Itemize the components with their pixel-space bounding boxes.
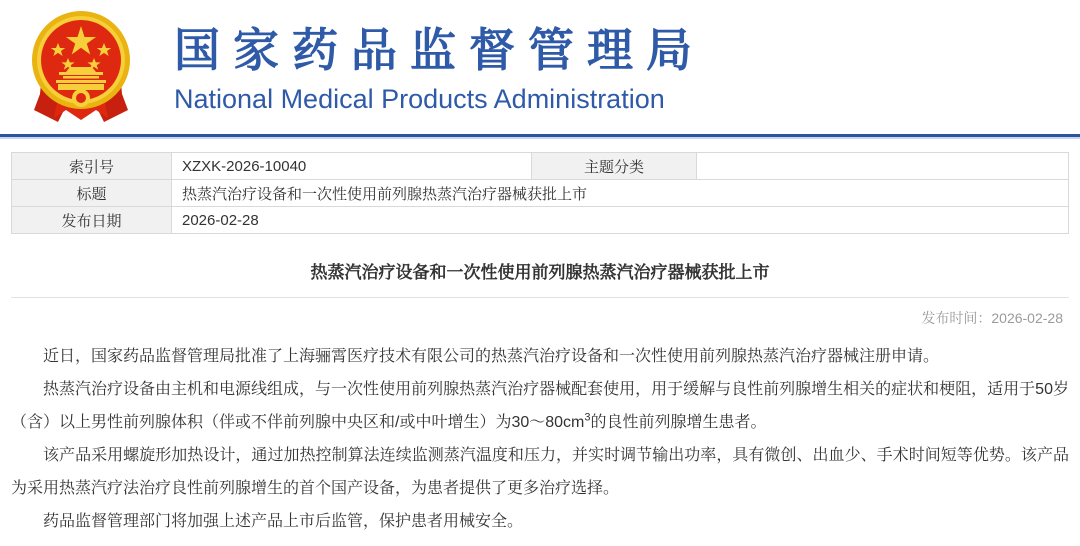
paragraph-device-description <box>11 373 1069 439</box>
meta-row-date <box>12 207 1069 234</box>
site-title-english: National Medical Products Administration <box>174 84 665 115</box>
meta-row-title <box>12 180 1069 207</box>
publish-date-label: 发布日期 <box>12 207 172 234</box>
site-title-chinese: 国家药品监督管理局 <box>174 23 705 76</box>
paragraph-product-features: 该产品采用螺旋形加热设计，通过加热控制算法连续监测蒸汽温度和压力，并实时调节输出功率，具有微创、出血少、手术时间短等优势。该产品为采用热蒸汽疗法治疗良性前列腺增生的首个国产设备，为患者提供了更多治疗选择。 <box>11 447 1069 497</box>
publish-time <box>11 308 1069 328</box>
index-number-value: XZXK-2026-10040 <box>172 153 532 180</box>
article-title: 热蒸汽治疗设备和一次性使用前列腺热蒸汽治疗器械获批上市 <box>310 263 770 282</box>
article-body <box>11 340 1069 538</box>
paragraph-device-text: 热蒸汽治疗设备由主机和电源线组成，与一次性使用前列腺热蒸汽治疗器械配套使用，用于缓解与良性前列腺增生相关的症状和梗阻，适用于50岁（含）以上男性前列腺体积（伴或不伴前列腺中央区和/或中叶增生）为30～80cm <box>11 381 1069 431</box>
national-emblem-icon[interactable] <box>28 10 134 124</box>
doc-title-label: 标题 <box>12 180 172 207</box>
paragraph-device-text-end: 的良性前列腺增生患者。 <box>590 414 767 431</box>
document-meta-table <box>11 152 1069 234</box>
subject-category-value <box>697 153 1069 180</box>
title-divider-line <box>11 297 1069 298</box>
paragraph-regulatory-note: 药品监督管理部门将加强上述产品上市后监管，保护患者用械安全。 <box>43 513 524 530</box>
publish-time-value: 2026-02-28 <box>991 310 1063 326</box>
article-content <box>0 258 1080 538</box>
site-header <box>0 0 1080 134</box>
publish-date-value: 2026-02-28 <box>172 207 1069 234</box>
paragraph-approval-news: 近日，国家药品监督管理局批准了上海骊霄医疗技术有限公司的热蒸汽治疗设备和一次性使用前列腺热蒸汽治疗器械注册申请。 <box>43 348 940 365</box>
superscript-cubed: 3 <box>584 411 591 424</box>
subject-category-label: 主题分类 <box>532 153 697 180</box>
doc-title-value: 热蒸汽治疗设备和一次性使用前列腺热蒸汽治疗器械获批上市 <box>172 180 1069 207</box>
site-title-block[interactable] <box>174 19 705 115</box>
publish-time-label: 发布时间： <box>921 310 992 326</box>
document-meta-section <box>0 139 1080 234</box>
index-number-label: 索引号 <box>12 153 172 180</box>
meta-row-index-category <box>12 153 1069 180</box>
